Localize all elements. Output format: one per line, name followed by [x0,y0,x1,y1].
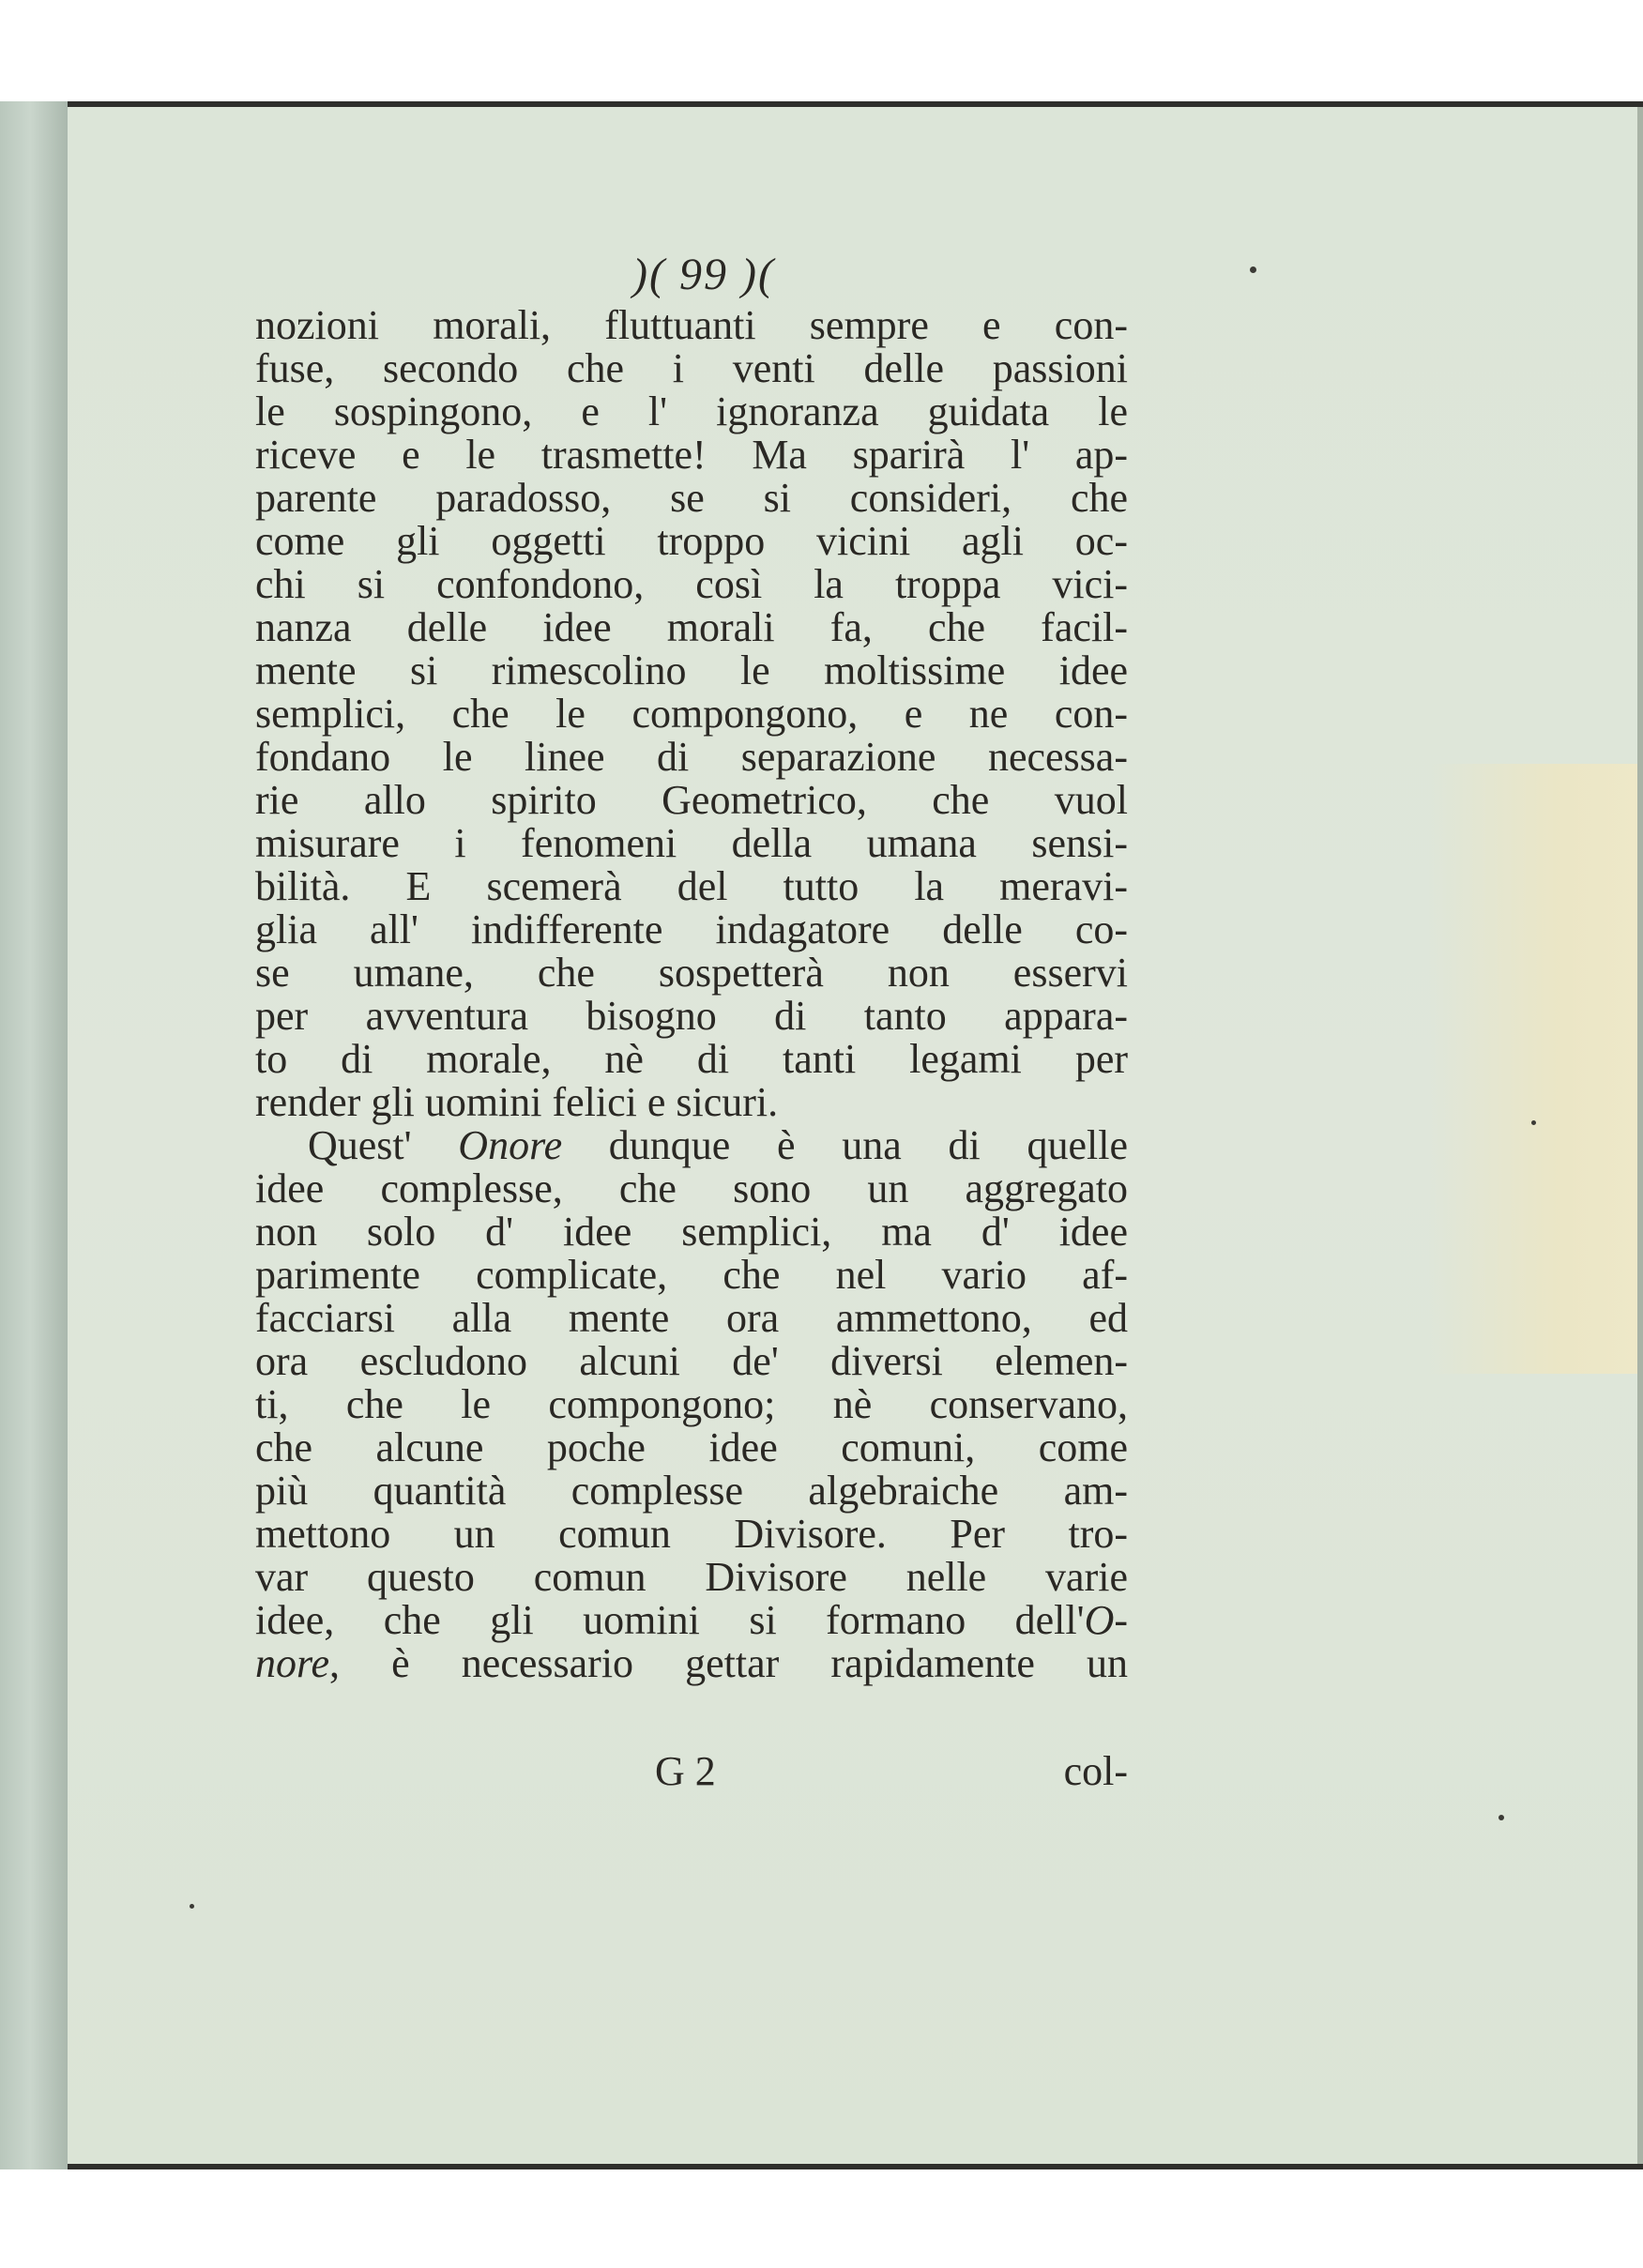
text-line: semplici, che le compongono, e ne con- [255,691,1128,737]
text-line: mente si rimescolino le moltissime idee [255,647,1128,693]
italic-term: O- [1084,1597,1128,1643]
speck [1531,1120,1536,1125]
text-line: chi si confondono, così la troppa vici- [255,561,1128,607]
text-line: parente paradosso, se si consideri, che [255,475,1128,521]
text-line: glia all' indifferente indagatore delle co- [255,906,1128,952]
italic-term: nore [255,1640,330,1686]
text-line: non solo d' idee semplici, ma d' idee [255,1209,1128,1255]
text-line: nanza delle idee morali fa, che facil- [255,604,1128,650]
text-line: render gli uomini felici e sicuri. [255,1079,779,1125]
text-line: riceve e le trasmette! Ma sparirà l' ap- [255,432,1128,478]
text-line: che alcune poche idee comuni, come [255,1424,1128,1470]
text-fragment: Quest' [308,1122,459,1168]
text-line: var questo comun Divisore nelle varie [255,1554,1128,1600]
text-line: fondano le linee di separazione necessa- [255,734,1128,780]
text-line: parimente complicate, che nel vario af- [255,1252,1128,1298]
running-head-page-number: )( 99 )( [632,250,775,299]
text-fragment: , è necessario gettar rapidamente un [329,1640,1128,1686]
book-spine-edge [0,101,70,2169]
speck [1498,1815,1504,1820]
body-text [255,304,1128,1685]
text-line: idee complesse, che sono un aggregato [255,1165,1128,1211]
paper-stain [1428,764,1643,1374]
page-footer [255,1747,1128,1800]
text-line: ti, che le compongono; nè conservano, [255,1381,1128,1427]
text-line: fuse, secondo che i venti delle passioni [255,345,1128,391]
text-line: to di morale, nè di tanti legami per [255,1036,1128,1082]
scan-margin-bottom [0,2169,1643,2268]
text-line: facciarsi alla mente ora ammettono, ed [255,1295,1128,1341]
italic-term: Onore [458,1122,563,1168]
text-line: mettono un comun Divisore. Per tro- [255,1511,1128,1557]
text-line: come gli oggetti troppo vicini agli oc- [255,518,1128,564]
text-line: ora escludono alcuni de' diversi elemen- [255,1338,1128,1384]
signature-mark: G 2 [655,1748,716,1794]
text-fragment: dunque è una di quelle [562,1122,1128,1168]
page-right-edge [1637,107,1643,2164]
text-fragment: idee, che gli uomini si formano dell' [255,1597,1085,1643]
text-line: per avventura bisogno di tanto appara- [255,993,1128,1039]
text-line: le sospingono, e l' ignoranza guidata le [255,388,1128,434]
text-line: nozioni morali, fluttuanti sempre e con- [255,302,1128,348]
text-line-paragraph-start [255,1124,1128,1167]
speck [190,1904,194,1909]
speck [1250,266,1256,273]
text-line [255,1642,1128,1685]
text-line: se umane, che sospetterà non esservi [255,950,1128,996]
text-line [255,1599,1128,1642]
text-line: più quantità complesse algebraiche am- [255,1468,1128,1514]
text-line: bilità. E scemerà del tutto la meravi- [255,863,1128,909]
catchword: col- [1063,1748,1128,1794]
text-line: misurare i fenomeni della umana sensi- [255,820,1128,866]
text-line: rie allo spirito Geometrico, che vuol [255,777,1128,823]
scan-margin-top [0,0,1643,101]
